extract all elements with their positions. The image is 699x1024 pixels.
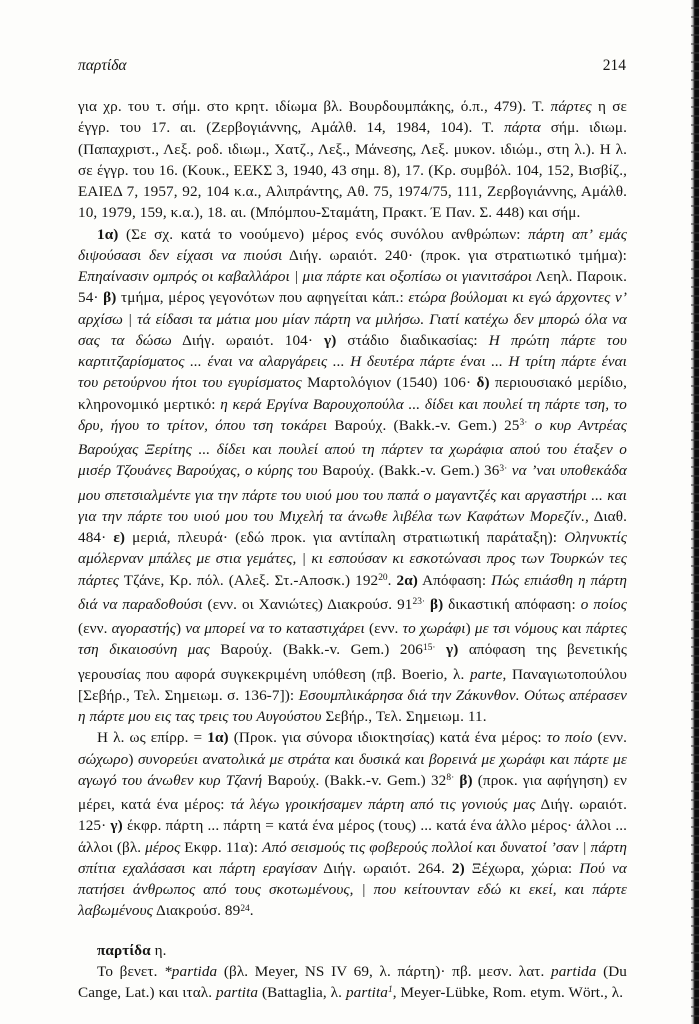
text-segment: (ενν. <box>592 729 627 747</box>
text-segment: Βαρούχ. (Bakk.-v. Gem.) 36 <box>317 462 500 480</box>
text-segment: Η λ. ως επίρρ. = <box>97 729 208 747</box>
text-segment: ) <box>175 620 186 637</box>
sense-label: β) <box>103 289 117 307</box>
text-segment: τά λέγω γροικήσαμεν πάρτη από τις γονιούς μας <box>230 796 536 813</box>
text-segment: Ξέχωρα, χώρια: <box>464 859 580 877</box>
text-segment: , Παναγιωτοπούλου [Σεβήρ., Τελ. Σημειωμ. σ. 136-7]): <box>78 665 627 704</box>
text-segment: (ενν. οι Χανιώτες) Διακρούσ. 91 <box>202 595 413 613</box>
text-segment: Διήγ. ωραιότ. 240· (προκ. για στρατιωτικό τμήμα): <box>282 246 627 264</box>
text-segment: (ενν. <box>364 620 403 637</box>
running-header-headword: παρτίδα <box>78 57 127 74</box>
sense-label: δ) <box>476 374 490 392</box>
superscript-reference: 8· <box>446 773 455 784</box>
text-segment: πάρτα <box>504 119 541 137</box>
text-segment: Η πρώτη πάρτε του καρτιτζαρίσματος ... έναι να αλαργάρεις ... Η δευτέρα πάρτε έναι ... Η τρίτη πάρτε έναι του ρετούρνου ήτοι του εγυρίσματος <box>78 331 627 392</box>
text-segment: parte <box>469 665 503 683</box>
etymology <box>78 961 627 1007</box>
sense-label: γ) <box>110 817 123 835</box>
text-segment: Σεβήρ., Τελ. Σημειωμ. 11. <box>321 708 487 725</box>
text-segment: ετώρα βούλομαι κι εγώ άρχοντες ν’ αρχίσω | τά είδασι τα μάτια μου μίαν πάρτη να μιλήσω. Γιατί κατέχω δεν μπορώ όλα να σας τα δώσω <box>78 289 627 349</box>
text-segment: Βαρούχ. (Bakk.-v. Gem.) 25 <box>327 416 520 434</box>
text-segment: (βλ. Meyer, NS IV 69, λ. πάρτη)· πβ. μεσν. λατ. <box>217 962 552 980</box>
text-segment: συνορεύει ανατολικά με στράτα και δυσικά και βορεινά με χωράφι και πάρτε με αγωγό του άνωθεν κυρ Τζανή <box>78 750 627 789</box>
text-segment: η σε έγγρ. του 17. αι. (Ζερβογιάννης, Αμάλθ. 14, 1984, 104). Τ. <box>78 98 627 137</box>
text-segment: Απόφαση: <box>417 571 492 589</box>
text-segment: στάδιο διαδικασίας: <box>336 331 489 349</box>
text-segment: . <box>387 571 397 589</box>
text-segment: partida <box>551 962 597 980</box>
running-text-continuation <box>78 96 627 224</box>
text-segment: Από σεισμούς τις φοβερούς πολλοί και δυνατοί ’σαν | πάρτη σπίτια εχαλάσασι και πάρτη εραγίσαν <box>78 838 627 877</box>
text-segment: ) <box>128 750 138 768</box>
text-segment: το ποίο <box>546 729 593 747</box>
text-segment <box>436 641 446 658</box>
page-number: 214 <box>602 57 626 74</box>
sense-block-adverb <box>78 727 627 924</box>
superscript-reference: 3· <box>519 418 528 429</box>
sense-label: 1α) <box>207 729 229 747</box>
text-segment: η. <box>150 941 167 959</box>
text-segment: ο κυρ Αντρέας Βαρούχας Ξερίτης ... δίδει και πουλεί απού τη πάρτεν τα χωράφια απού του έταξεν ο μισέρ Τζουάνες Βαρούχας, ο κύρης του <box>78 416 627 480</box>
text-segment: πάρτη απ’ εμάς διψούσασι δεν είχασι να πιούσι <box>78 225 628 264</box>
superscript-reference: 1 <box>388 985 393 996</box>
sense-label: γ) <box>324 331 337 349</box>
text-segment: σώχωρο <box>78 750 129 768</box>
text-segment: Εσουμπλικάρησα διά την Ζάκυνθον. Ούτως απέρασεν η πάρτε μου εις τας τρεις του Αυγούστου <box>78 686 628 725</box>
text-segment: (Σε σχ. κατά το νοούμενο) μέρος ενός συνόλου ανθρώπων: <box>118 225 529 243</box>
sense-label: ε) <box>113 529 126 546</box>
superscript-reference: 24 <box>240 903 250 914</box>
text-segment: Διαθ. 484· <box>78 507 627 546</box>
text-segment: μεριά, πλευρά· (εδώ προκ. για αντίπαλη στρατιωτική παράταξη): <box>125 529 565 546</box>
text-segment: ) <box>465 620 475 637</box>
text-segment: . <box>249 902 254 920</box>
text-segment: δικαστική απόφαση: <box>443 595 581 613</box>
text-segment: σήμ. ιδιωμ. (Παπαχριστ., Λεξ. ροδ. ιδιωμ., Χατζ., Λεξ., Μάνεσης, Λεξ. μυκον. ιδιώμ., στη λ.). Η λ. σε έγγρ. του 16. (Κουκ., ΕΕΚΣ 3, 1940, 43 σημ. 8), 17. (Κρ. συμβόλ. 104, 152, Βισβίζ., ΕΑΙΕΔ 7, 1957, 92, 104 κ.α., Αλιπράντης, Αθ. 75, 1974/75, 111, Ζερβογιάννης, Αμάλθ. 10, 1979, 159, κ.α.), 18. αι. (Μπόμπου-Σταμάτη, Πρακτ. Έ Παν. Σ. 448) και σήμ. <box>78 119 627 222</box>
running-header <box>78 57 626 75</box>
sense-label: 1α) <box>97 225 119 243</box>
text-segment: απόφαση της βενετικής γερουσίας που αφορά συγκεκριμένη υπόθεση (πβ. Boerio, λ. <box>78 641 628 683</box>
text-segment: (ενν. <box>78 620 112 637</box>
sense-label: 2) <box>451 859 465 877</box>
text-segment <box>527 417 534 434</box>
text-segment: η κερά Εργίνα Βαρουχοπούλα ... δίδει και πουλεί τη πάρτε τση, το δρυ, ήγου το τρίτον, όπου τση τοκάρει <box>78 395 627 434</box>
page-body <box>78 96 627 1006</box>
text-segment: (Du Cange, Lat.) και ιταλ. <box>78 962 627 1001</box>
text-segment: Διήγ. ωραιότ. 104· <box>171 331 325 349</box>
text-segment: Λεηλ. Παροικ. 54· <box>78 268 627 307</box>
text-segment: περιουσιακό μερίδιο, κληρονομικό μερτικό: <box>78 374 628 413</box>
text-segment: να ’ναι υποθεκάδα μου σπετσιαλμέντε για την πάρτε του υιού μου του παπά ο μαγαντζές και αργαστήρι ... και για την πάρτε του υιού μου του Μιχελή τα άνωθε λιβέλα των Καφάτων Μορεζίν., <box>78 462 627 525</box>
text-segment: Διακρούσ. 89 <box>152 902 241 920</box>
text-segment: (Battaglia, λ. <box>258 984 346 1001</box>
text-segment: Επηαίνασιν ομπρός οι καβαλλάροι | μια πάρτε και οξοπίσω οι γιανιτσάροι <box>78 268 533 285</box>
text-segment: Το βενετ. <box>97 962 165 980</box>
text-segment: το χωράφι <box>402 620 466 637</box>
text-segment: μέρος <box>145 838 181 856</box>
sense-label: β) <box>429 595 444 613</box>
text-segment: Διήγ. ωραιότ. 125· <box>78 796 628 835</box>
text-segment: Οληνυκτίς αμόλερναν μπάλες με στια γεμάτες, | κι εσπούσαν κι εσκοτώνασι προς των Τουρκών τες πάρτες <box>78 529 627 589</box>
sense-label: β) <box>459 771 473 789</box>
text-segment: για χρ. του τ. σήμ. στο κρητ. ιδίωμα βλ. Βουρδουμπάκης, ό.π., 479). Τ. <box>78 98 551 115</box>
text-segment: Βαρούχ. (Bakk.-v. Gem.) 32 <box>262 771 447 789</box>
text-segment: Μαρτολόγιον (1540) 106· <box>301 374 477 392</box>
text-segment: τμήμα, μέρος γεγονότων που αφηγείται κάπ.: <box>116 289 409 307</box>
text-segment: , Meyer-Lübke, Rom. etym. Wört., λ. <box>392 984 624 1001</box>
text-segment: να μπορεί να το καταστιχάρει <box>185 620 365 637</box>
sense-label: παρτίδα <box>97 941 151 959</box>
sense-label: γ) <box>446 641 459 659</box>
superscript-reference: 20 <box>378 572 388 583</box>
text-segment: (Προκ. για σύνορα ιδιοκτησίας) κατά ένα μέρος: <box>228 729 547 747</box>
text-segment: Τζάνε, Κρ. πόλ. (Αλεξ. Στ.-Αποσκ.) 192 <box>119 571 379 589</box>
text-segment: Πού να πατήσει άνθρωπος από τους σκοτωμένους, | που κείτουνταν εδώ κι εκεί, και πάρτε λαβωμένους <box>78 859 627 920</box>
superscript-reference: 15· <box>423 642 436 653</box>
headword-entry <box>78 940 627 961</box>
sense-label: 2α) <box>396 571 418 589</box>
text-segment: partita <box>345 984 389 1001</box>
text-segment: με τσι νόμους και πάρτες τση δικαιοσύνη μας <box>78 620 627 659</box>
text-segment: Εκφρ. 11α): <box>180 838 263 856</box>
text-segment: Βαρούχ. (Bakk.-v. Gem.) 206 <box>209 641 423 659</box>
text-segment: Πώς επιάσθη η πάρτη διά να παραδοθούσι <box>78 571 628 613</box>
book-binding-edge-artifact <box>691 0 699 1024</box>
text-segment: partita <box>216 984 259 1001</box>
sense-block-noun <box>78 224 627 728</box>
text-segment: αγοραστής <box>111 620 176 637</box>
text-segment: πάρτες <box>550 98 592 115</box>
text-segment: (προκ. για αφήγηση) εν μέρει, κατά ένα μέρος: <box>78 771 627 813</box>
text-segment: Διήγ. ωραιότ. 264. <box>317 859 452 877</box>
text-segment: *partida <box>164 962 218 980</box>
text-segment: ο ποίος <box>580 595 627 613</box>
superscript-reference: 23· <box>412 597 426 608</box>
text-segment: έκφρ. πάρτη ... πάρτη = κατά ένα μέρος (τους) ... κατά ένα άλλο μέρος· άλλοι ... άλλοι (βλ. <box>78 817 628 856</box>
superscript-reference: 3· <box>499 463 508 474</box>
